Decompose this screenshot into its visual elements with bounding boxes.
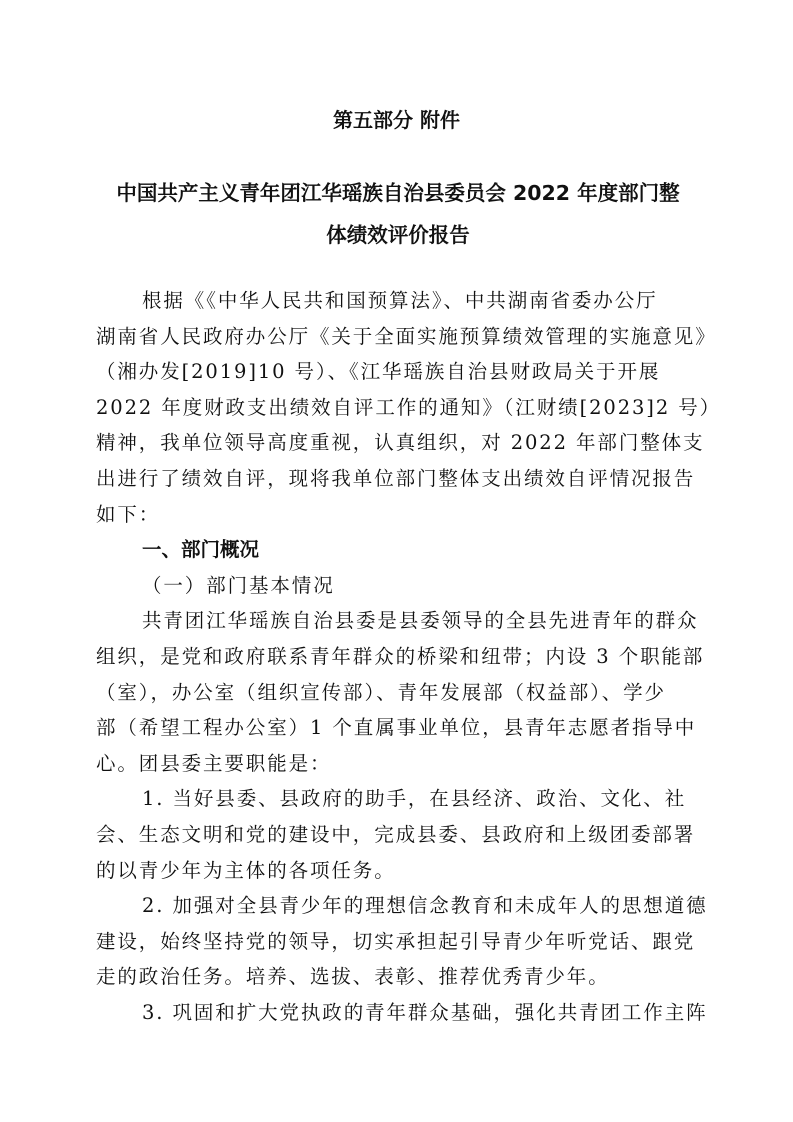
text-line: 的以青少年为主体的各项任务。 — [96, 858, 396, 882]
text-line: 2. 加强对全县青少年的理想信念教育和未成年人的思想道德 — [142, 894, 708, 918]
text-line: （湘办发[2019]10 号）、《江华瑶族自治县财政局关于开展 — [96, 360, 661, 384]
text-line: 心。团县委主要职能是： — [96, 751, 332, 775]
subsection-heading: （一）部门基本情况 — [142, 573, 335, 597]
text-line: 2022 年度财政支出绩效自评工作的通知》（江财绩[2023]2 号） — [96, 395, 722, 419]
text-line: 部（希望工程办公室）1 个直属事业单位，县青年志愿者指导中 — [96, 716, 697, 740]
text-line: 根据《《中华人民共和国预算法》、中共湖南省委办公厅 — [142, 289, 658, 312]
part-title: 第五部分 附件 — [333, 108, 460, 132]
section-heading: 一、部门概况 — [142, 538, 260, 562]
report-body — [96, 283, 722, 1030]
report-title-line: 中国共产主义青年团江华瑶族自治县委员会 2022 年度部门整 — [116, 181, 680, 205]
text-line: 建设，始终坚持党的领导，切实承担起引导青少年听党话、跟党 — [96, 929, 696, 953]
intro-paragraph — [96, 283, 722, 532]
function-item-1 — [96, 781, 702, 888]
text-line: 如下： — [96, 502, 161, 526]
text-line: 3. 巩固和扩大党执政的青年群众基础，强化共青团工作主阵 — [142, 1000, 708, 1024]
text-line: 走的政治任务。培养、选拔、表彰、推荐优秀青少年。 — [96, 965, 610, 989]
text-line: 组织，是党和政府联系青年群众的桥梁和纽带；内设 3 个职能部 — [96, 644, 705, 668]
text-line: 出进行了绩效自评，现将我单位部门整体支出绩效自评情况报告 — [96, 466, 696, 490]
text-line: 共青团江华瑶族自治县委是县委领导的全县先进青年的群众 — [142, 609, 699, 633]
text-line: （室），办公室（组织宣传部）、青年发展部（权益部）、学少 — [96, 680, 666, 704]
text-line: 精神，我单位领导高度重视，认真组织，对 2022 年部门整体支 — [96, 431, 705, 455]
function-item-2 — [96, 888, 708, 995]
function-item-3 — [96, 995, 708, 1031]
text-line: 1. 当好县委、县政府的助手，在县经济、政治、文化、社 — [142, 787, 687, 811]
report-title — [92, 172, 704, 256]
report-title-line: 体绩效评价报告 — [326, 223, 470, 247]
text-line: 会、生态文明和党的建设中，完成县委、县政府和上级团委部署 — [96, 822, 696, 846]
text-line: 湖南省人民政府办公厅《关于全面实施预算绩效管理的实施意见》 — [96, 324, 717, 348]
overview-paragraph — [96, 603, 705, 781]
